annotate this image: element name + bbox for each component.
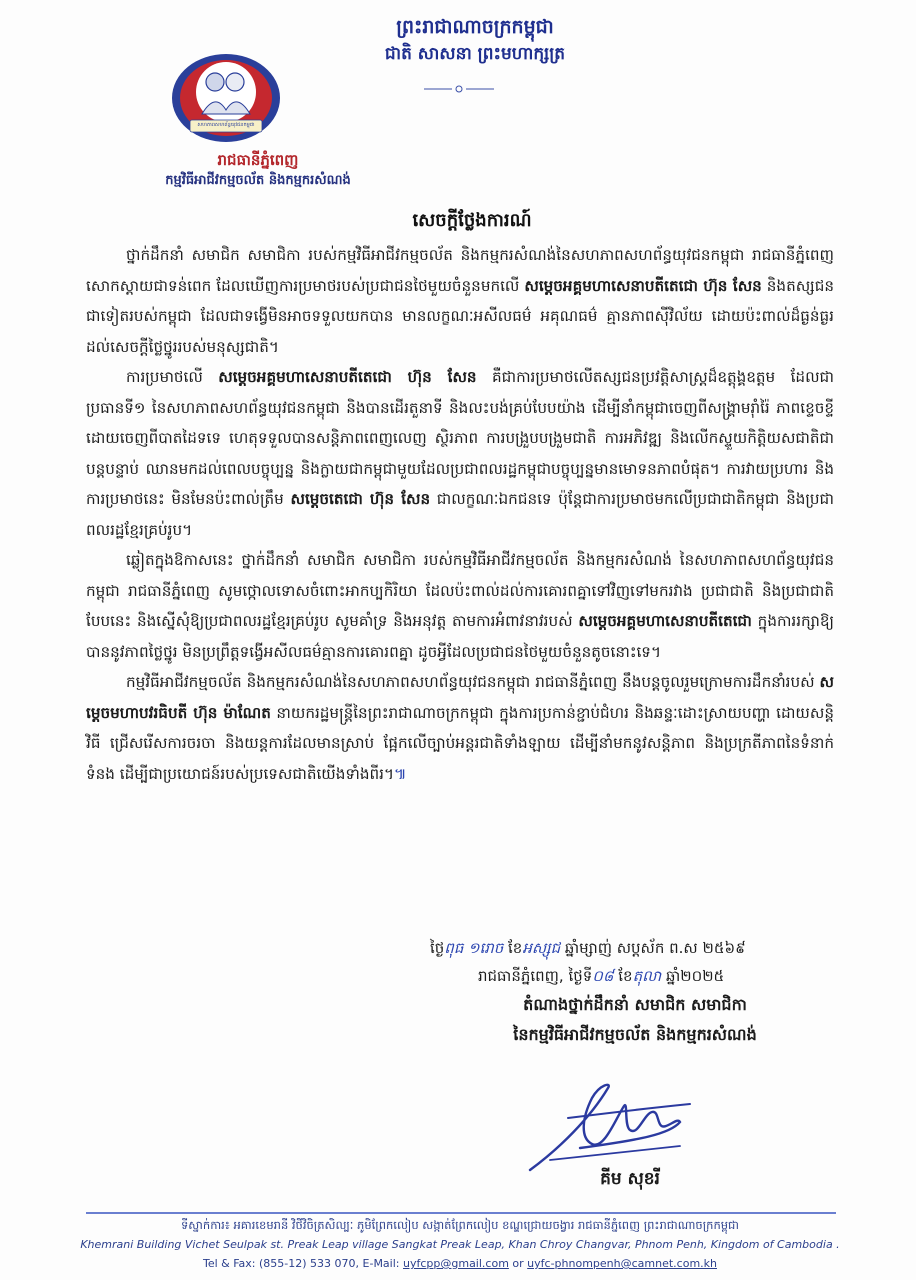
signatory-title bbox=[400, 990, 870, 1050]
email-link-secondary[interactable]: uyfc-phnompenh@camnet.com.kh bbox=[527, 1257, 717, 1270]
logo-caption: សហភាពសហព័ន្ធយុវជនកម្ពុជា bbox=[197, 122, 255, 128]
footer-address-en: Khemrani Building Vichet Seulpak st. Preak Leap village Sangkat Preak Leap, Khan Chroy Changvar, Phnom Penh, Kingdom of Cambodia . bbox=[80, 1238, 840, 1251]
solar-day: ០៨ bbox=[592, 967, 614, 985]
contact-prefix: Tel & Fax: (855-12) 533 070, E-Mail: bbox=[202, 1257, 403, 1270]
closing-mark: ៕ bbox=[394, 764, 407, 783]
lunar-prefix: ថ្ងៃ bbox=[430, 939, 445, 957]
organization-name bbox=[148, 150, 368, 190]
lunar-mid: ខែ bbox=[503, 939, 523, 957]
emphasized-name: សម្តេចអគ្គមហាសេនាបតីតេជោ bbox=[578, 612, 752, 630]
lunar-month: អស្សុជ bbox=[522, 939, 561, 957]
kingdom-line2: ជាតិ សាសនា ព្រះមហាក្សត្រ bbox=[384, 44, 566, 64]
contact-or: or bbox=[508, 1257, 528, 1270]
signatory-line2: នៃកម្មវិធីអាជីវកម្មចល័ត និងកម្មករសំណង់ bbox=[513, 1025, 757, 1044]
paragraph-text: គឺជាការប្រមាថលើតស្សជនប្រវត្តិសាស្ត្រដ៏ឧត្តុង្គឧត្តម ដែលជាប្រធានទី១ នៃសហភាពសហព័ន្ធយុវជនកម្ពុជា និងបានដើរតួនាទី និងលះបង់គ្រប់បែបយ៉ាង ដើម្បីនាំកម្ពុជាចេញពីសង្គ្រាមរ៉ាំរ៉ៃ ភាពខ្ទេចខ្ទី ដោយចេញពីបាតដៃទទេ ហេតុទទួលបានសន្តិភាពពេញលេញ ស្ថិរភាព ការបង្រួបបង្រួមជាតិ ការអភិវឌ្ឍ និងលើកស្ទួយកិត្តិយសជាតិជាបន្តបន្ទាប់ ឈានមកដល់ពេលបច្ចុប្បន្ន និងក្លាយជាកម្ពុជាមួយដែលប្រជាពលរដ្ឋកម្ពុជាបច្ចុប្បន្នមានមោទនភាពបំផុត។ ការវាយប្រហារ និងការប្រមាថនេះ មិនមែនប៉ះពាល់ត្រឹម bbox=[86, 368, 834, 508]
lunar-day: ពុធ ១រោច bbox=[444, 939, 504, 957]
ornament-divider bbox=[422, 84, 496, 94]
body-paragraph bbox=[86, 362, 834, 545]
solar-mid: ខែ bbox=[613, 967, 633, 985]
emphasized-name: សម្តេចតេជោ ហ៊ុន សែន bbox=[290, 490, 431, 508]
handwritten-signature bbox=[520, 1078, 700, 1178]
paragraph-text: ការប្រមាថលើ bbox=[126, 368, 219, 386]
lunar-date bbox=[430, 934, 840, 962]
solar-suffix: ឆ្នាំ២០២៥ bbox=[661, 967, 725, 985]
footer-divider bbox=[86, 1212, 836, 1214]
footer bbox=[60, 1216, 860, 1273]
solar-prefix: រាជធានីភ្នំពេញ, ថ្ងៃទី bbox=[478, 967, 593, 985]
kingdom-header bbox=[330, 14, 620, 66]
emphasized-name: សម្តេចអគ្គមហាសេនាបតីតេជោ ហ៊ុន សែន bbox=[524, 276, 762, 295]
paragraph-text: និងតស្សជនជាទៀតរបស់កម្ពុជា ដែលជាទង្វើមិនអាចទទួលយកបាន មានលក្ខណៈអសីលធម៌ អគុណធម៌ គ្មានភាពស៊ីវិល័យ ដោយប៉ះពាល់ដ៏ធ្ងន់ធ្ងរដល់សេចក្តីថ្លៃថ្នូររបស់មនុស្សជាតិ។ bbox=[86, 276, 834, 356]
email-link-primary[interactable]: uyfcpp@gmail.com bbox=[403, 1257, 509, 1270]
signer-name: គីម សុខរី bbox=[600, 1169, 660, 1189]
date-block bbox=[430, 934, 840, 990]
emphasized-name: សម្តេចមហាបវរធិបតី ហ៊ុន ម៉ាណែត bbox=[86, 673, 834, 722]
lunar-suffix: ឆ្នាំម្សាញ់ សប្តស័ក ព.ស ២៥៦៩ bbox=[560, 939, 746, 957]
paragraph-text: ថ្នាក់ដឹកនាំ សមាជិក សមាជិកា របស់កម្មវិធីអាជីវកម្មចល័ត និងកម្មករសំណង់នៃសហភាពសហព័ន្ធយុវជនកម្ពុជា រាជធានីភ្នំពេញ សោកស្តាយជាទន់ពេក ដែលឃើញការប្រមាថរបស់ប្រជាជនថៃមួយចំនួនមកលើ bbox=[86, 246, 834, 295]
paragraph-text: កម្មវិធីអាជីវកម្មចល័ត និងកម្មករសំណង់នៃសហភាពសហព័ន្ធយុវជនកម្ពុជា រាជធានីភ្នំពេញ នឹងបន្តចូលរួមក្រោមការដឹកនាំរបស់ bbox=[126, 673, 820, 691]
emphasized-name: សម្តេចអគ្គមហាសេនាបតីតេជោ ហ៊ុន សែន bbox=[218, 368, 477, 386]
document-title: សេចក្តីថ្លែងការណ៍ bbox=[412, 210, 532, 231]
signatory-line1: តំណាងថ្នាក់ដឹកនាំ សមាជិក សមាជិកា bbox=[523, 995, 747, 1014]
solar-date bbox=[430, 962, 840, 990]
paragraph-text: ក្នុងការរក្សាឱ្យបាននូវភាពថ្លៃថ្នូរ មិនប្រព្រឹត្តទង្វើអសីលធម៌គ្មានការគោរពគ្នា ដូចអ្វីដែលប្រជាជនថៃមួយចំនួនតូចនោះទេ។ bbox=[86, 612, 834, 661]
org-program: កម្មវិធីអាជីវកម្មចល័ត និងកម្មករសំណង់ bbox=[165, 173, 351, 188]
footer-contact bbox=[60, 1254, 860, 1273]
kingdom-line1: ព្រះរាជាណាចក្រកម្ពុជា bbox=[396, 16, 554, 38]
body-paragraph bbox=[86, 240, 834, 362]
solar-month: តុលា bbox=[632, 967, 662, 985]
organization-logo bbox=[170, 52, 282, 144]
paragraph-text: ជាលក្ខណៈឯកជនទេ ប៉ុន្តែជាការប្រមាថមកលើប្រជាជាតិកម្ពុជា និងប្រជាពលរដ្ឋខ្មែរគ្រប់រូប។ bbox=[86, 490, 834, 539]
body-paragraph bbox=[86, 667, 834, 789]
org-city: រាជធានីភ្នំពេញ bbox=[217, 151, 299, 169]
footer-address-kh: ទីស្នាក់ការ៖ អគារខេមរានី វិថីវិចិត្រសិល្បៈ ភូមិព្រែកលៀប សង្កាត់ព្រែកលៀប ខណ្ឌជ្រោយចង្វារ រាជធានីភ្នំពេញ ព្រះរាជាណាចក្រកម្ពុជា bbox=[181, 1218, 739, 1232]
paragraph-text: ឆ្លៀតក្នុងឱកាសនេះ ថ្នាក់ដឹកនាំ សមាជិក សមាជិកា របស់កម្មវិធីអាជីវកម្មចល័ត និងកម្មករសំណង់ នៃសហភាពសហព័ន្ធយុវជនកម្ពុជា រាជធានីភ្នំពេញ សូមថ្កោលទោសចំពោះអាកប្បកិរិយា ដែលប៉ះពាល់ដល់ការគោរពគ្នាទៅវិញទៅមករវាង ប្រជាជាតិ និងប្រជាជាតិបែបនេះ និងស្នើសុំឱ្យប្រជាពលរដ្ឋខ្មែរគ្រប់រូប សូមគាំទ្រ និងអនុវត្ត តាមការអំពាវនាវរបស់ bbox=[86, 551, 834, 630]
body-paragraph bbox=[86, 545, 834, 667]
statement-body bbox=[86, 240, 834, 789]
paragraph-text: នាយករដ្ឋមន្ត្រីនៃព្រះរាជាណាចក្រកម្ពុជា ក្នុងការប្រកាន់ខ្ជាប់ជំហរ និងឆន្ទៈដោះស្រាយបញ្ហា ដោយសន្តិវិធី ជ្រើសរើសការចរចា និងយន្តការដែលមានស្រាប់ ផ្អែកលើច្បាប់អន្តរជាតិទាំងឡាយ ដើម្បីនាំមកនូវសន្តិភាព និងប្រក្រតីភាពនៃទំនាក់ទំនង ដើម្បីជាប្រយោជន៍របស់ប្រទេសជាតិយើងទាំងពីរ។ bbox=[86, 703, 834, 783]
